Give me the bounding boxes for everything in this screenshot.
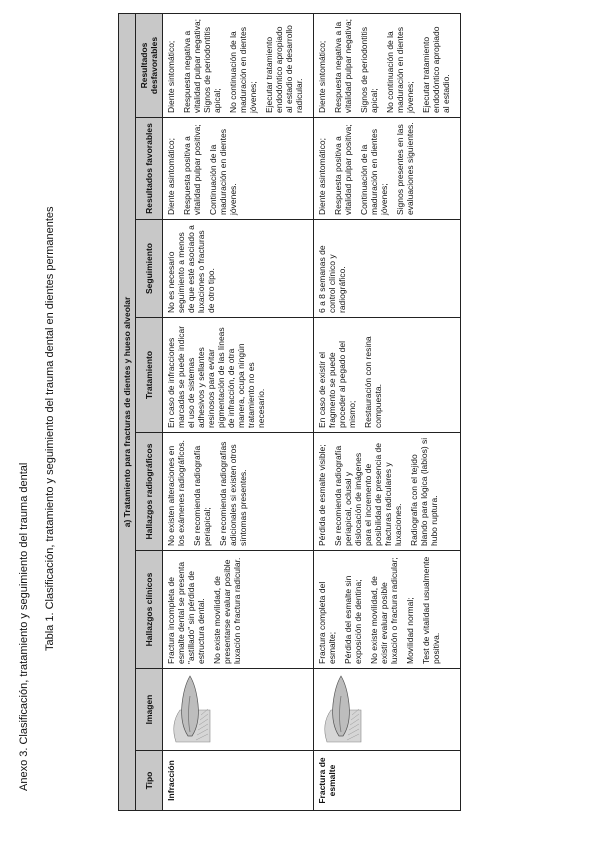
header-imagen: Imagen <box>136 669 163 751</box>
cell-tipo: Infracción <box>163 751 314 811</box>
cell-resultados-desfavorables <box>314 13 461 117</box>
cell-paragraph: Ejecutar tratamiento endodóntico apropiado al estadio de desarrollo radicular. <box>264 25 304 113</box>
cell-paragraph: Diente sintomático; <box>166 40 176 113</box>
cell-paragraph: Se recomienda radiografía periapical; <box>192 445 212 546</box>
cell-paragraph: Ejecutar tratamiento endodóntico apropiado al estadio. <box>421 26 451 113</box>
header-tratamiento: Tratamiento <box>136 318 163 433</box>
table-row <box>314 13 461 810</box>
cell-hallazgos-radiograficos <box>314 433 461 551</box>
cell-paragraph: Respuesta negativa a la vitalidad pulpar negativa; <box>333 18 353 113</box>
cell-paragraph: Respuesta negativa a vitalidad pulpar negativa; Signos de periodontitis apical; <box>182 18 222 113</box>
table-row <box>163 13 314 810</box>
cell-paragraph: Signos de periodontitis apical; <box>359 26 379 113</box>
cell-paragraph: Se recomienda radiografías adicionales si existen otros síntomas presentes. <box>218 441 248 546</box>
tooth-illustration-icon <box>166 675 212 745</box>
cell-paragraph: Diente sintomático; <box>317 40 327 113</box>
cell-paragraph: Respuesta positiva a vitalidad pulpar positiva; <box>182 124 202 215</box>
header-hallazgos-clinicos: Hallazgos clínicos <box>136 551 163 669</box>
cell-paragraph: Restauración con resina compuesta. <box>363 336 383 428</box>
cell-paragraph: No existen alteraciones en los exámenes radiográficos. <box>166 440 186 546</box>
cell-paragraph: No continuación de la maduración en dientes jóvenes; <box>385 26 415 113</box>
cell-resultados-desfavorables <box>163 13 314 117</box>
cell-paragraph: Signos presentes en las evaluaciones siguientes. <box>395 122 415 215</box>
cell-paragraph: Continuación de la maduración en dientes jóvenes; <box>359 128 389 215</box>
cell-paragraph: Pérdida del esmalte sin exposición de dentina; <box>343 575 363 664</box>
annex-title: Anexo 3. Clasificación, tratamiento y seguimiento del trauma dental <box>18 462 30 791</box>
cell-paragraph: Radiografía con el tejido blando para lógica (labios) si hubo ruptura. <box>409 437 439 546</box>
cell-imagen <box>314 669 461 751</box>
tooth-illustration-icon <box>317 675 363 745</box>
cell-paragraph: Continuación de la maduración en dientes jóvenes. <box>208 128 238 215</box>
cell-paragraph: Test de vitalidad usualmente positiva. <box>421 556 441 664</box>
cell-paragraph: En caso de existir el fragmento se puede proceder al pegado del mismo; <box>317 341 357 428</box>
cell-hallazgos-clinicos <box>314 551 461 669</box>
table-caption: Tabla 1. Clasificación, tratamiento y seguimiento del trauma dental en dientes permanentes <box>44 206 56 651</box>
cell-paragraph: 6 a 8 semanas de control clínico y radiográfico. <box>317 245 347 313</box>
header-hallazgos-radiograficos: Hallazgos radiográficos <box>136 433 163 551</box>
header-tipo: Tipo <box>136 751 163 811</box>
cell-paragraph: Respuesta positiva a vitalidad pulpar positiva; <box>333 124 353 215</box>
cell-paragraph: En caso de infracciones marcadas se puede indicar el uso de sistemas adhesivos y sellantes resinosos para evitar pigmentación de las líneas de infracción, de otra manera, ocupa ningún tratamiento no es necesario. <box>166 325 266 428</box>
cell-resultados-favorables <box>163 118 314 220</box>
cell-hallazgos-clinicos <box>163 551 314 669</box>
cell-seguimiento <box>314 220 461 318</box>
cell-paragraph: No es necesario seguimiento a menos de que esté asociado a luxaciones o fracturas de otro tipo. <box>166 225 216 313</box>
cell-paragraph: No existe movilidad, de presentarse evaluar posible luxación o fractura radicular. <box>212 557 242 664</box>
cell-paragraph: No existe movilidad, de existir evaluar posible luxación o fractura radicular; <box>369 557 399 664</box>
cell-paragraph: Fractura incompleta de esmalte dental se presenta "astillado" sin pérdida de estructura dental. <box>166 561 206 664</box>
trauma-classification-table <box>118 13 461 811</box>
cell-tratamiento <box>163 318 314 433</box>
cell-tratamiento <box>314 318 461 433</box>
cell-resultados-favorables <box>314 118 461 220</box>
cell-paragraph: Diente asintomático; <box>317 137 327 215</box>
header-seguimiento: Seguimiento <box>136 220 163 318</box>
cell-paragraph: Movilidad normal; <box>405 597 415 664</box>
cell-paragraph: Pérdida de esmalte visible; <box>317 444 327 546</box>
cell-paragraph: Diente asintomático; <box>166 137 176 215</box>
cell-imagen <box>163 669 314 751</box>
table-subcaption: a) Tratamiento para fracturas de dientes y hueso alveolar <box>119 13 136 810</box>
cell-paragraph: Fractura completa del esmalte; <box>317 581 337 664</box>
cell-paragraph: No continuación de la maduración en dientes jóvenes; <box>228 26 258 113</box>
cell-hallazgos-radiograficos <box>163 433 314 551</box>
header-resultados-favorables: Resultados favorables <box>136 118 163 220</box>
cell-seguimiento <box>163 220 314 318</box>
cell-tipo: Fractura de esmalte <box>314 751 461 811</box>
cell-paragraph: Se recomienda radiografía periapical, oclusal y dislocación de imágenes para el incremento de posibilidad de presencia de fracturas radiculares y luxaciones. <box>333 442 403 546</box>
header-resultados-desfavorables: Resultados desfavorables <box>136 13 163 117</box>
